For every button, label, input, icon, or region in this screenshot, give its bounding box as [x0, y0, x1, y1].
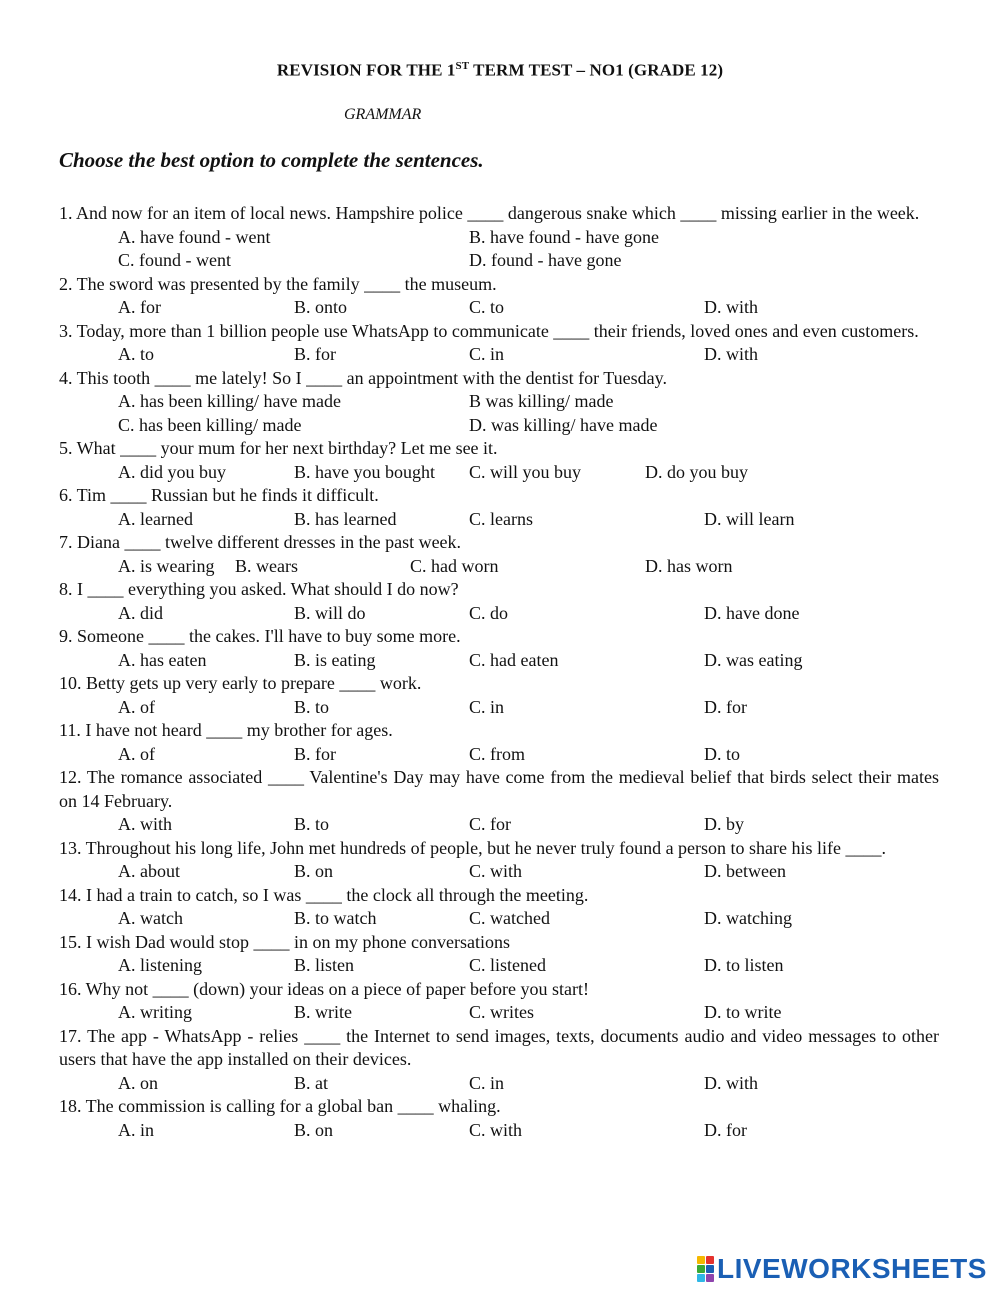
question-stem: 13. Throughout his long life, John met hundreds of people, but he never truly found a person to share his life ____.	[59, 837, 887, 858]
question-item	[59, 625, 939, 672]
answer-option[interactable]: B was killing/ made	[469, 391, 614, 411]
answer-option[interactable]: A. has been killing/ have made	[118, 391, 341, 411]
answer-option[interactable]: B. on	[294, 861, 334, 881]
brand-logo[interactable]	[697, 1253, 987, 1285]
option-row	[59, 414, 939, 438]
question-stem: 16. Why not ____ (down) your ideas on a piece of paper before you start!	[59, 978, 590, 999]
question-item	[59, 884, 939, 931]
question-stem: 10. Betty gets up very early to prepare ____ work.	[59, 673, 422, 693]
question-stem: 4. This tooth ____ me lately! So I ____ an appointment with the dentist for Tuesday.	[59, 367, 667, 388]
question-stem: 14. I had a train to catch, so I was ____ the clock all through the meeting.	[59, 884, 589, 905]
question-stem: 7. Diana ____ twelve different dresses in the past week.	[59, 532, 462, 552]
brand-name: LIVEWORKSHEETS	[717, 1253, 987, 1284]
answer-option[interactable]: B. will do	[294, 602, 366, 623]
question-item	[59, 437, 939, 484]
option-row	[59, 1001, 939, 1025]
answer-option[interactable]: B. listen	[294, 955, 355, 975]
option-row	[59, 461, 939, 485]
option-row	[59, 954, 939, 978]
question-stem: 15. I wish Dad would stop ____ in on my phone conversations	[59, 931, 510, 952]
answer-option[interactable]: B. for	[294, 743, 336, 764]
answer-option[interactable]: D. to write	[704, 1002, 782, 1022]
question-item	[59, 978, 939, 1025]
answer-option[interactable]: B. onto	[294, 297, 348, 317]
answer-option[interactable]: C. had eaten	[469, 649, 559, 670]
question-item	[59, 202, 939, 273]
question-stem: 8. I ____ everything you asked. What should I do now?	[59, 579, 459, 599]
answer-option[interactable]: B. for	[294, 344, 336, 364]
answer-option[interactable]: D. with	[704, 297, 758, 317]
option-row	[59, 390, 939, 414]
answer-option[interactable]: A. of	[118, 696, 155, 717]
answer-option[interactable]: C. listened	[469, 955, 546, 975]
answer-option[interactable]: B. to	[294, 696, 330, 717]
question-list	[59, 202, 939, 1142]
question-item	[59, 672, 939, 719]
question-item	[59, 531, 939, 578]
logo-tile	[697, 1274, 705, 1282]
option-row	[59, 860, 939, 884]
answer-option[interactable]: D. do you buy	[645, 461, 748, 482]
section-label: GRAMMAR	[344, 106, 422, 123]
option-row	[59, 226, 939, 250]
answer-option[interactable]: B. on	[294, 1119, 334, 1140]
answer-option[interactable]: C. has been killing/ made	[118, 414, 302, 435]
title-superscript: ST	[455, 60, 470, 72]
answer-option[interactable]: A. learned	[118, 508, 193, 529]
answer-option[interactable]: D. between	[704, 861, 786, 881]
question-item	[59, 1095, 939, 1142]
answer-option[interactable]: D. with	[704, 1072, 758, 1093]
answer-option[interactable]: D. with	[704, 344, 758, 364]
answer-option[interactable]: A. writing	[118, 1002, 192, 1022]
question-item	[59, 578, 939, 625]
answer-option[interactable]: A. has eaten	[118, 649, 207, 670]
answer-option[interactable]: A. of	[118, 743, 155, 764]
answer-option[interactable]: A. did	[118, 602, 163, 623]
answer-option[interactable]: C. found - went	[118, 250, 231, 270]
question-stem: 1. And now for an item of local news. Hampshire police ____ dangerous snake which ____ missing earlier in the week.	[59, 203, 920, 223]
answer-option[interactable]: B. to watch	[294, 908, 377, 928]
question-stem: 12. The romance associated ____ Valentine's Day may have come from the medieval belief that birds select their mates on 14 February.	[59, 767, 939, 811]
option-row	[59, 1119, 939, 1143]
answer-option[interactable]: A. to	[118, 344, 154, 364]
answer-option[interactable]: D. have done	[704, 602, 800, 623]
answer-option[interactable]: D. by	[704, 814, 744, 834]
logo-tile	[697, 1256, 705, 1264]
title-prefix: REVISION FOR THE 1	[276, 60, 456, 80]
answer-option[interactable]: A. with	[118, 814, 172, 834]
answer-option[interactable]: A. did you buy	[118, 461, 226, 482]
answer-option[interactable]: C. with	[469, 861, 523, 881]
answer-option[interactable]: C. had worn	[410, 555, 499, 576]
answer-option[interactable]: A. is wearing	[118, 555, 215, 576]
answer-option[interactable]: C. from	[469, 743, 525, 764]
answer-option[interactable]: D. for	[704, 696, 747, 717]
answer-option[interactable]: B. write	[294, 1002, 352, 1022]
option-row	[59, 649, 939, 673]
answer-option[interactable]: C. learns	[469, 508, 533, 529]
option-row	[59, 508, 939, 532]
answer-option[interactable]: C. in	[469, 1072, 505, 1093]
answer-option[interactable]: C. in	[469, 344, 505, 364]
answer-option[interactable]: A. listening	[118, 955, 202, 975]
answer-option[interactable]: B. to	[294, 814, 330, 834]
question-item	[59, 1025, 939, 1096]
logo-tile	[706, 1265, 714, 1273]
answer-option[interactable]: C. writes	[469, 1002, 534, 1022]
question-item	[59, 719, 939, 766]
title-suffix: TERM TEST – NO1 (GRADE 12)	[469, 60, 724, 80]
question-item	[59, 484, 939, 531]
question-item	[59, 367, 939, 438]
question-stem: 9. Someone ____ the cakes. I'll have to buy some more.	[59, 626, 461, 646]
question-stem: 2. The sword was presented by the family ____ the museum.	[59, 273, 497, 294]
question-item	[59, 273, 939, 320]
logo-tile	[706, 1256, 714, 1264]
option-row	[59, 743, 939, 767]
answer-option[interactable]: D. will learn	[704, 508, 795, 529]
question-stem: 17. The app - WhatsApp - relies ____ the Internet to send images, texts, documents audio and video messages to other users that have the app installed on their devices.	[59, 1025, 939, 1069]
option-row	[59, 813, 939, 837]
answer-option[interactable]: D. was killing/ have made	[469, 414, 658, 435]
answer-option[interactable]: D. for	[704, 1119, 747, 1140]
option-row	[59, 249, 939, 273]
answer-option[interactable]: A. in	[118, 1119, 154, 1140]
answer-option[interactable]: A. have found - went	[118, 226, 271, 247]
option-row	[59, 696, 939, 720]
question-stem: 5. What ____ your mum for her next birthday? Let me see it.	[59, 438, 498, 458]
question-stem: 18. The commission is calling for a global ban ____ whaling.	[59, 1096, 501, 1116]
logo-tile	[697, 1265, 705, 1273]
option-row	[59, 907, 939, 931]
answer-option[interactable]: C. will you buy	[469, 461, 582, 482]
answer-option[interactable]: B. wears	[235, 555, 298, 576]
option-row	[59, 1072, 939, 1096]
answer-option[interactable]: A. watch	[118, 908, 183, 928]
answer-option[interactable]: D. to listen	[704, 955, 784, 975]
answer-option[interactable]: C. in	[469, 696, 505, 717]
answer-option[interactable]: B. is eating	[294, 649, 376, 670]
answer-option[interactable]: C. do	[469, 602, 509, 623]
instruction-text: Choose the best option to complete the sentences.	[59, 148, 484, 172]
answer-option[interactable]: D. found - have gone	[469, 250, 622, 270]
answer-option[interactable]: A. for	[118, 297, 161, 317]
answer-option[interactable]: B. has learned	[294, 508, 397, 529]
liveworksheets-logo-icon	[697, 1256, 714, 1282]
question-stem: 6. Tim ____ Russian but he finds it difficult.	[59, 485, 379, 505]
answer-option[interactable]: C. watched	[469, 908, 550, 928]
answer-option[interactable]: C. to	[469, 297, 505, 317]
answer-option[interactable]: B. have found - have gone	[469, 226, 659, 247]
question-item	[59, 931, 939, 978]
option-row	[59, 343, 939, 367]
option-row	[59, 296, 939, 320]
answer-option[interactable]: A. about	[118, 861, 180, 881]
answer-option[interactable]: B. have you bought	[294, 461, 435, 482]
page-title	[0, 60, 1000, 81]
answer-option[interactable]: D. watching	[704, 908, 792, 928]
answer-option[interactable]: C. for	[469, 814, 511, 834]
answer-option[interactable]: D. was eating	[704, 649, 803, 670]
question-item	[59, 837, 939, 884]
option-row	[59, 555, 939, 579]
answer-option[interactable]: D. to	[704, 743, 740, 764]
logo-tile	[706, 1274, 714, 1282]
answer-option[interactable]: A. on	[118, 1072, 158, 1093]
answer-option[interactable]: C. with	[469, 1119, 523, 1140]
question-stem: 3. Today, more than 1 billion people use WhatsApp to communicate ____ their friends, loved ones and even customers.	[59, 320, 919, 341]
answer-option[interactable]: B. at	[294, 1072, 328, 1093]
question-item	[59, 320, 939, 367]
option-row	[59, 602, 939, 626]
question-item	[59, 766, 939, 837]
answer-option[interactable]: D. has worn	[645, 555, 733, 576]
question-stem: 11. I have not heard ____ my brother for ages.	[59, 720, 393, 740]
